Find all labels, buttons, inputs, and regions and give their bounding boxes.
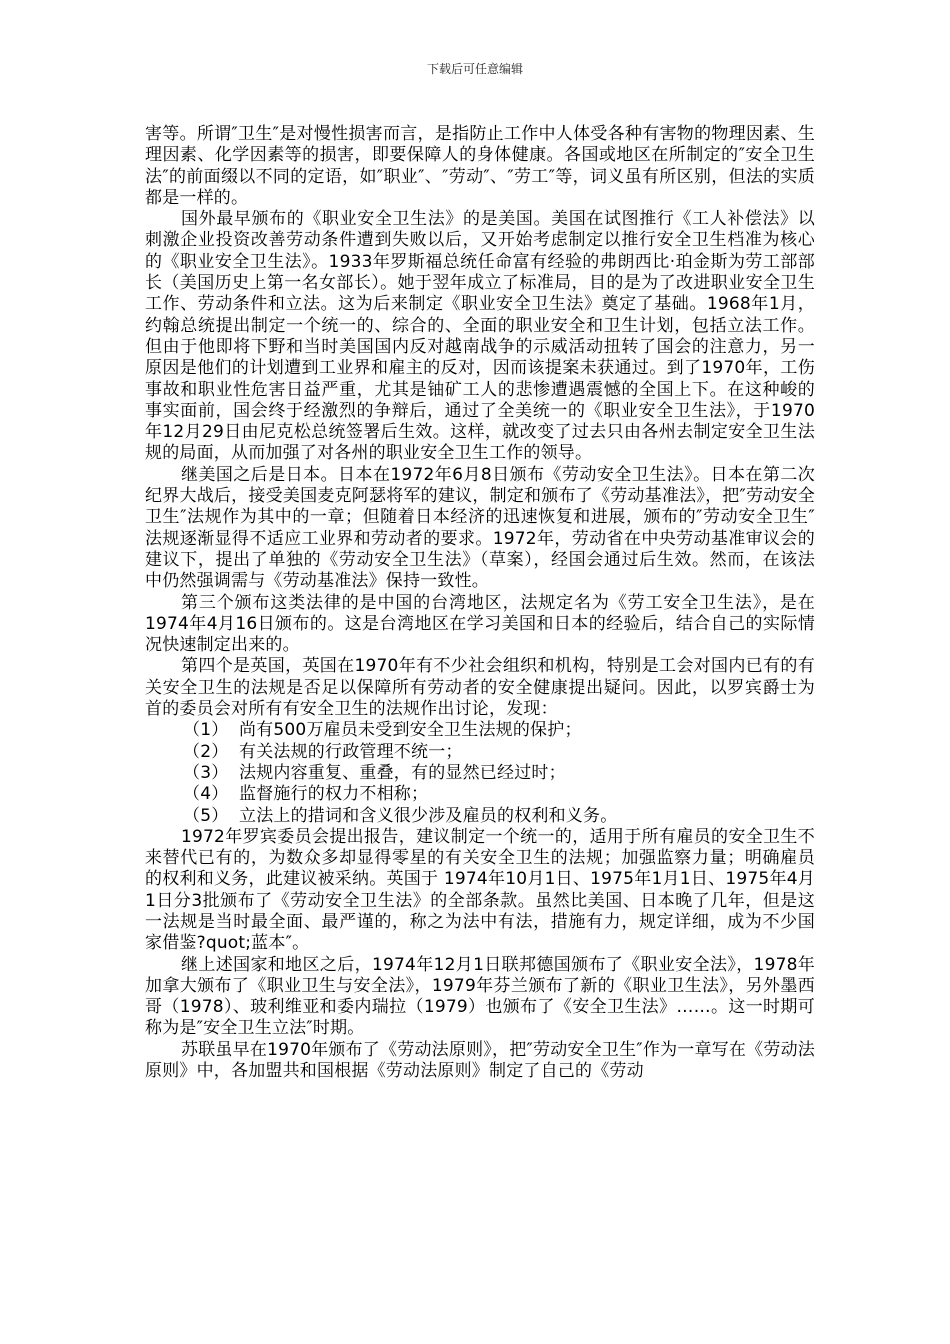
list-text: 法规内容重复、重叠，有的显然已经过时；	[239, 762, 566, 783]
list-item	[145, 720, 815, 741]
list-text: 有关法规的行政管理不统一；	[239, 741, 463, 762]
list-number: （2）	[183, 741, 229, 762]
list-item	[145, 784, 815, 805]
paragraph-taiwan: 第三个颁布这类法律的是中国的台湾地区，法规定名为《劳工安全卫生法》，是在1974年4月16日颁布的。这是台湾地区在学习美国和日本的经验后，结合自己的实际情况快速制定出来的。	[145, 592, 815, 656]
paragraph-continuation: 害等。所谓″卫生″是对慢性损害而言，是指防止工作中人体受各种有害物的物理因素、生理因素、化学因素等的损害，即要保障人的身体健康。各国或地区在所制定的″安全卫生法″的前面缀以不同的定语，如″职业″、″劳动″、″劳工″等，词义虽有所区别，但法的实质都是一样的。	[145, 124, 815, 208]
page-header: 下载后可任意编辑	[426, 62, 523, 76]
list-text: 立法上的措词和含义很少涉及雇员的权利和义务。	[239, 805, 618, 826]
list-number: （1）	[183, 720, 229, 741]
paragraph-robens-report: 1972年罗宾委员会提出报告，建议制定一个统一的，适用于所有雇员的安全卫生不来替代已有的，为数众多却显得零星的有关安全卫生的法规；加强监察力量；明确雇员的权利和义务，此建议被采纳。英国于 1974年10月1日、1975年1月1日、1975年4月1日分3批颁布了《劳动安全卫生法》的全部条款。虽然比美国、日本晚了几年，但是这一法规是当时最全面、最严谨的，称之为法中有法，措施有力，规定详细，成为不少国家借鉴?quot;蓝本″。	[145, 826, 815, 954]
findings-list	[145, 720, 815, 826]
paragraph-soviet: 苏联虽早在1970年颁布了《劳动法原则》，把″劳动安全卫生″作为一章写在《劳动法原则》中，各加盟共和国根据《劳动法原则》制定了自己的《劳动	[145, 1039, 815, 1082]
paragraph-other-countries: 继上述国家和地区之后，1974年12月1日联邦德国颁布了《职业安全法》，1978年加拿大颁布了《职业卫生与安全法》，1979年芬兰颁布了新的《职业卫生法》，另外墨西哥（1978）、玻利维亚和委内瑞拉（1979）也颁布了《安全卫生法》……。这一时期可称为是″安全卫生立法″时期。	[145, 954, 815, 1039]
list-number: （5）	[183, 805, 229, 826]
list-number: （3）	[183, 762, 229, 783]
list-number: （4）	[183, 784, 229, 805]
list-text: 监督施行的权力不相称；	[239, 784, 429, 805]
list-item	[145, 763, 815, 784]
list-text: 尚有500万雇员未受到安全卫生法规的保护；	[239, 720, 582, 741]
list-item	[145, 742, 815, 763]
paragraph-usa: 国外最早颁布的《职业安全卫生法》的是美国。美国在试图推行《工人补偿法》以刺激企业投资改善劳动条件遭到失败以后，又开始考虑制定以推行安全卫生档准为核心的《职业安全卫生法》。1933年罗斯福总统任命富有经验的弗朗西比·珀金斯为劳工部部长（美国历史上第一名女部长）。她于翌年成立了标准局，目的是为了改进职业安全卫生工作、劳动条件和立法。这为后来制定《职业安全卫生法》奠定了基础。1968年1月，约翰总统提出制定一个统一的、综合的、全面的职业安全和卫生计划，包括立法工作。但由于他即将下野和当时美国国内反对越南战争的示威活动扭转了国会的注意力，另一原因是他们的计划遭到工业界和雇主的反对，因而该提案未获通过。到了1970年，工伤事故和职业性危害日益严重，尤其是铀矿工人的悲惨遭遇震憾的全国上下。在这种峻的事实面前，国会终于经激烈的争辩后，通过了全美统一的《职业安全卫生法》，于1970年12月29日由尼克松总统签署后生效。这样，就改变了过去只由各州去制定安全卫生法规的局面，从而加强了对各州的职业安全卫生工作的领导。	[145, 209, 815, 464]
paragraph-japan: 继美国之后是日本。日本在1972年6月8日颁布《劳动安全卫生法》。日本在第二次纪界大战后，接受美国麦克阿瑟将军的建议，制定和颁布了《劳动基准法》，把″劳动安全卫生″法规作为其中的一章；但随着日本经济的迅速恢复和进展，颁布的″劳动安全卫生″法规逐渐显得不适应工业界和劳动者的要求。1972年，劳动省在中央劳动基准审议会的建议下，提出了单独的《劳动安全卫生法》（草案），经国会通过后生效。然而，在该法中仍然强调需与《劳动基准法》保持一致性。	[145, 464, 815, 592]
document-body	[145, 124, 815, 1082]
paragraph-uk: 第四个是英国，英国在1970年有不少社会组织和机构，特别是工会对国内已有的有关安全卫生的法规是否足以保障所有劳动者的安全健康提出疑问。因此，以罗宾爵士为首的委员会对所有有安全卫生的法规作出讨论，发现：	[145, 656, 815, 720]
list-item	[145, 806, 815, 827]
